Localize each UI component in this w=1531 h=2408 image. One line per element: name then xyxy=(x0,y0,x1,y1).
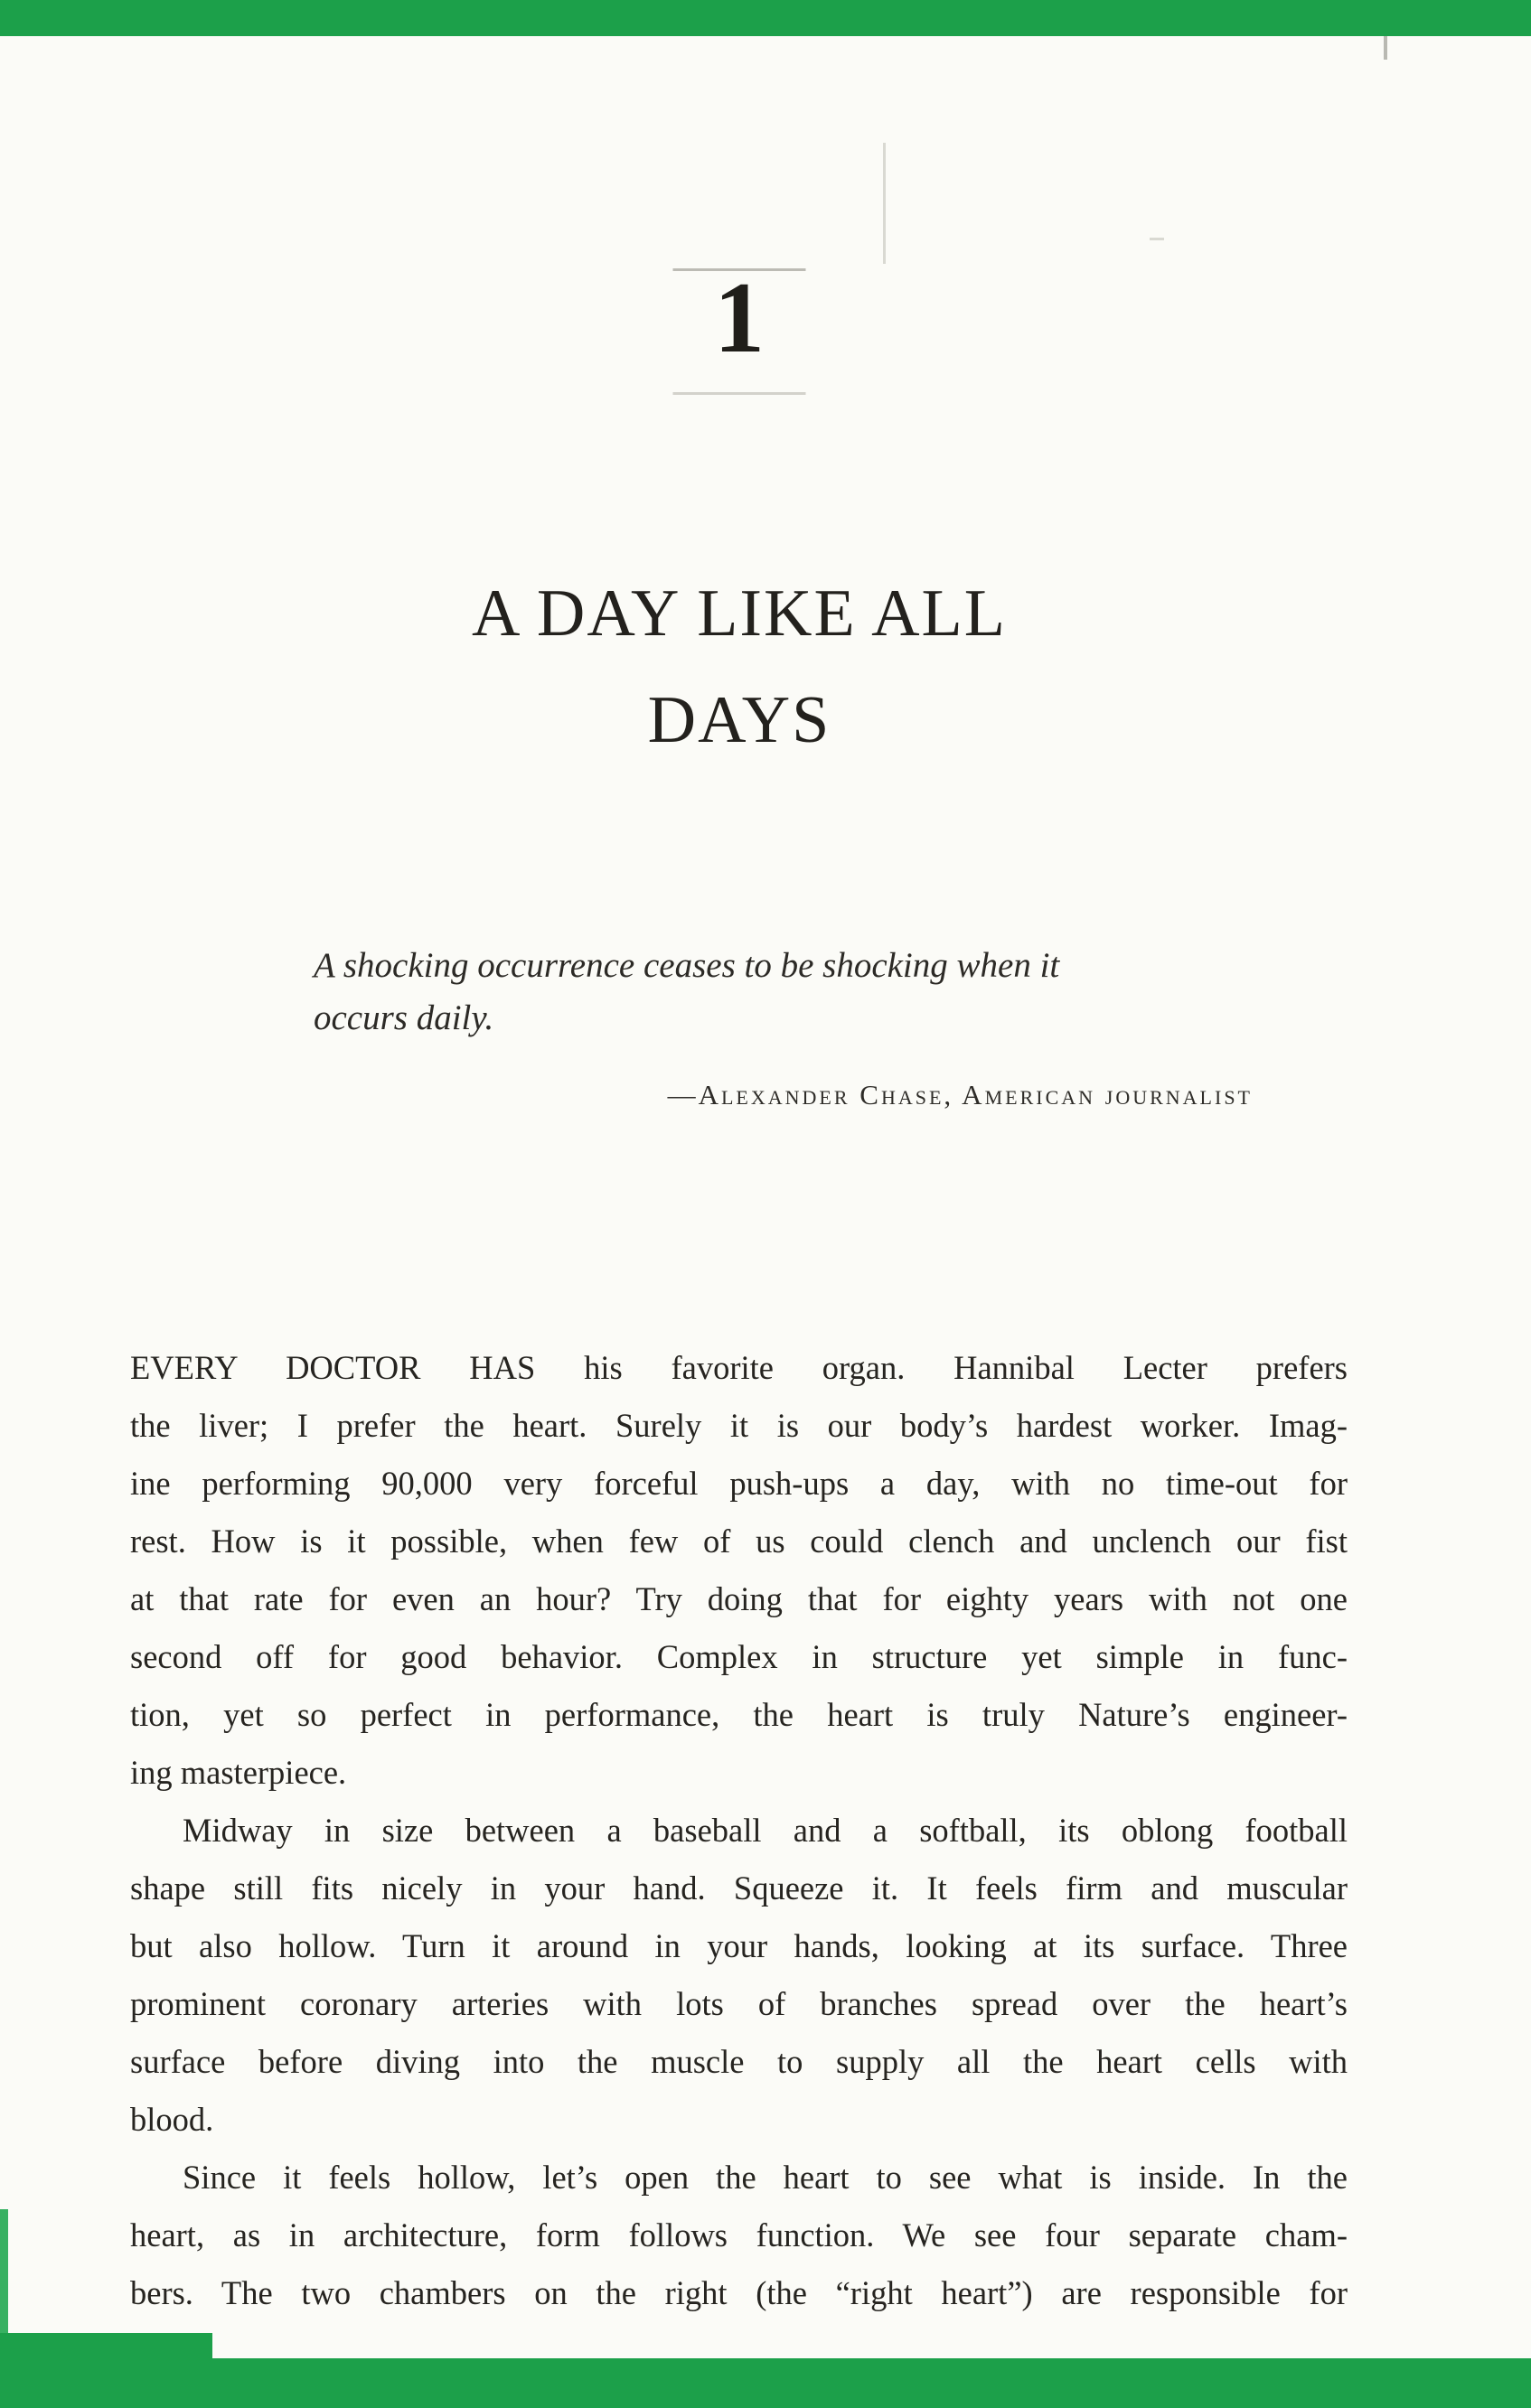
epigraph-attribution: —Alexander Chase, American journalist xyxy=(667,1079,1253,1110)
paragraph: Midway in size between a baseball and a softball, its oblong football shape still fits nicely in your hand. Squeeze it. It feels firm and muscular but also hollow. Turn it around in your hands, looking at its surface. Three prominent coronary arteries with lots of branches spread over the heart’s surface before diving into the muscle to supply all the heart cells with blood. xyxy=(130,1812,1348,2138)
chapter-number: 1 xyxy=(714,262,765,374)
scan-dash xyxy=(1150,238,1164,240)
chapter-title: A DAY LIKE ALL DAYS xyxy=(472,576,1007,757)
scanner-edge-bottom xyxy=(0,2358,1531,2408)
chapter-rule-bottom xyxy=(673,392,806,395)
body-text xyxy=(130,1339,1348,2322)
scan-crease xyxy=(883,143,886,264)
scanner-edge-bottom-left xyxy=(0,2333,212,2360)
paragraph: Since it feels hollow, let’s open the heart to see what is inside. In the heart, as in architecture, form follows function. We see four separate cham- bers. The two chambers on the right (the “right heart”) are responsible for xyxy=(130,2159,1348,2311)
epigraph: A shocking occurrence ceases to be shocking when it occurs daily. xyxy=(314,946,1060,1037)
scanner-edge-top xyxy=(0,0,1531,36)
paragraph: EVERY DOCTOR HAS his favorite organ. Hannibal Lecter prefers the liver; I prefer the heart. Surely it is our body’s hardest worker. Imag- ine performing 90,000 very forceful push-ups a day, with no time-out for rest. How is it possible, when few of us could clench and unclench our fist at that rate for even an hour? Try doing that for eighty years with not one second off for good behavior. Complex in structure yet simple in func- tion, yet so perfect in performance, the heart is truly Nature’s engineer- ing masterpiece. xyxy=(130,1349,1348,1791)
scan-mark-top-right xyxy=(1384,36,1387,60)
scanner-edge-left-sliver xyxy=(0,2209,8,2336)
